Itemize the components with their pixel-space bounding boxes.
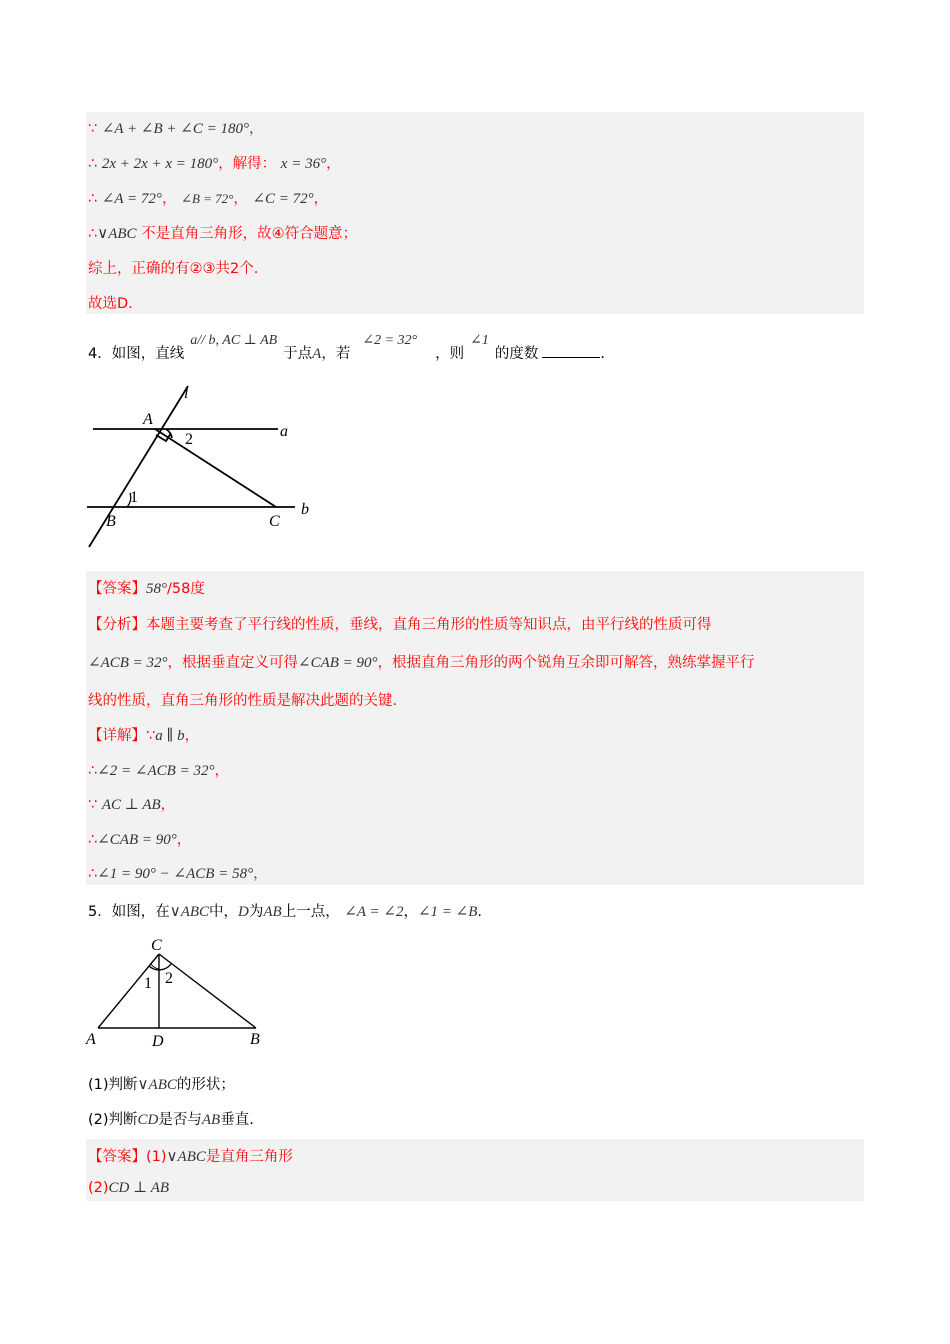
label-A: A	[86, 1031, 96, 1048]
label-B: B	[106, 513, 116, 530]
solution-line: ∴ ∠A = 72°， ∠B = 72°， ∠C = 72°，	[88, 191, 329, 207]
answer-line: 【答案】58°/58度	[88, 581, 205, 597]
answer-line: (2)CD ⊥ AB	[88, 1180, 170, 1196]
detail-line: ∴∠2 = ∠ACB = 32°，	[88, 763, 229, 779]
solution-line: 综上，正确的有②③共2个.	[88, 261, 259, 277]
label-A: A	[143, 411, 153, 428]
figure-parallel-lines	[80, 380, 330, 555]
question-5: 5．如图，在∨ABC中，D为AB上一点， ∠A = ∠2，∠1 = ∠B.	[88, 904, 483, 920]
question-5-part-2: (2)判断CD是否与AB垂直.	[88, 1112, 254, 1128]
answer-line: 【答案】(1)∨ABC是直角三角形	[88, 1149, 293, 1165]
label-angle-1: 1	[144, 975, 152, 992]
analysis-line: 线的性质，直角三角形的性质是解决此题的关键.	[88, 693, 398, 709]
label-D: D	[152, 1033, 164, 1050]
label-C: C	[151, 937, 162, 954]
detail-line: ∴∠1 = 90° − ∠ACB = 58°，	[88, 866, 268, 882]
solution-line: ∵ ∠A + ∠B + ∠C = 180°，	[88, 121, 264, 137]
detail-line: ∵ AC ⊥ AB，	[88, 797, 176, 813]
question-5-part-1: (1)判断∨ABC的形状；	[88, 1077, 235, 1093]
question-4: 4．如图，直线a// b, AC ⊥ AB于点A，若∠2 = 32°，则∠1的度数 .	[88, 333, 605, 362]
label-angle-2: 2	[165, 970, 173, 987]
solution-box-1	[86, 112, 864, 314]
label-B: B	[250, 1031, 260, 1048]
label-a: a	[280, 423, 288, 440]
analysis-line: 【分析】本题主要考查了平行线的性质，垂线，直角三角形的性质等知识点，由平行线的性质可得	[88, 617, 712, 633]
answer-blank[interactable]	[542, 343, 600, 358]
figure-triangle-abc	[80, 934, 280, 1054]
label-angle-2: 2	[185, 431, 193, 448]
detail-line: 【详解】∵a ∥ b，	[88, 728, 200, 744]
solution-line: 故选D.	[88, 296, 133, 312]
analysis-line: ∠ACB = 32°，根据垂直定义可得∠CAB = 90°，根据直角三角形的两个锐角互余即可解答，熟练掌握平行	[88, 655, 755, 671]
label-angle-1: 1	[130, 489, 138, 506]
label-l: l	[184, 385, 189, 402]
label-C: C	[269, 513, 280, 530]
label-b: b	[301, 501, 309, 518]
solution-line: ∴∨ABC 不是直角三角形，故④符合题意；	[88, 226, 358, 242]
detail-line: ∴∠CAB = 90°，	[88, 832, 192, 848]
solution-line: ∴ 2x + 2x + x = 180°，解得： x = 36°，	[88, 156, 341, 172]
